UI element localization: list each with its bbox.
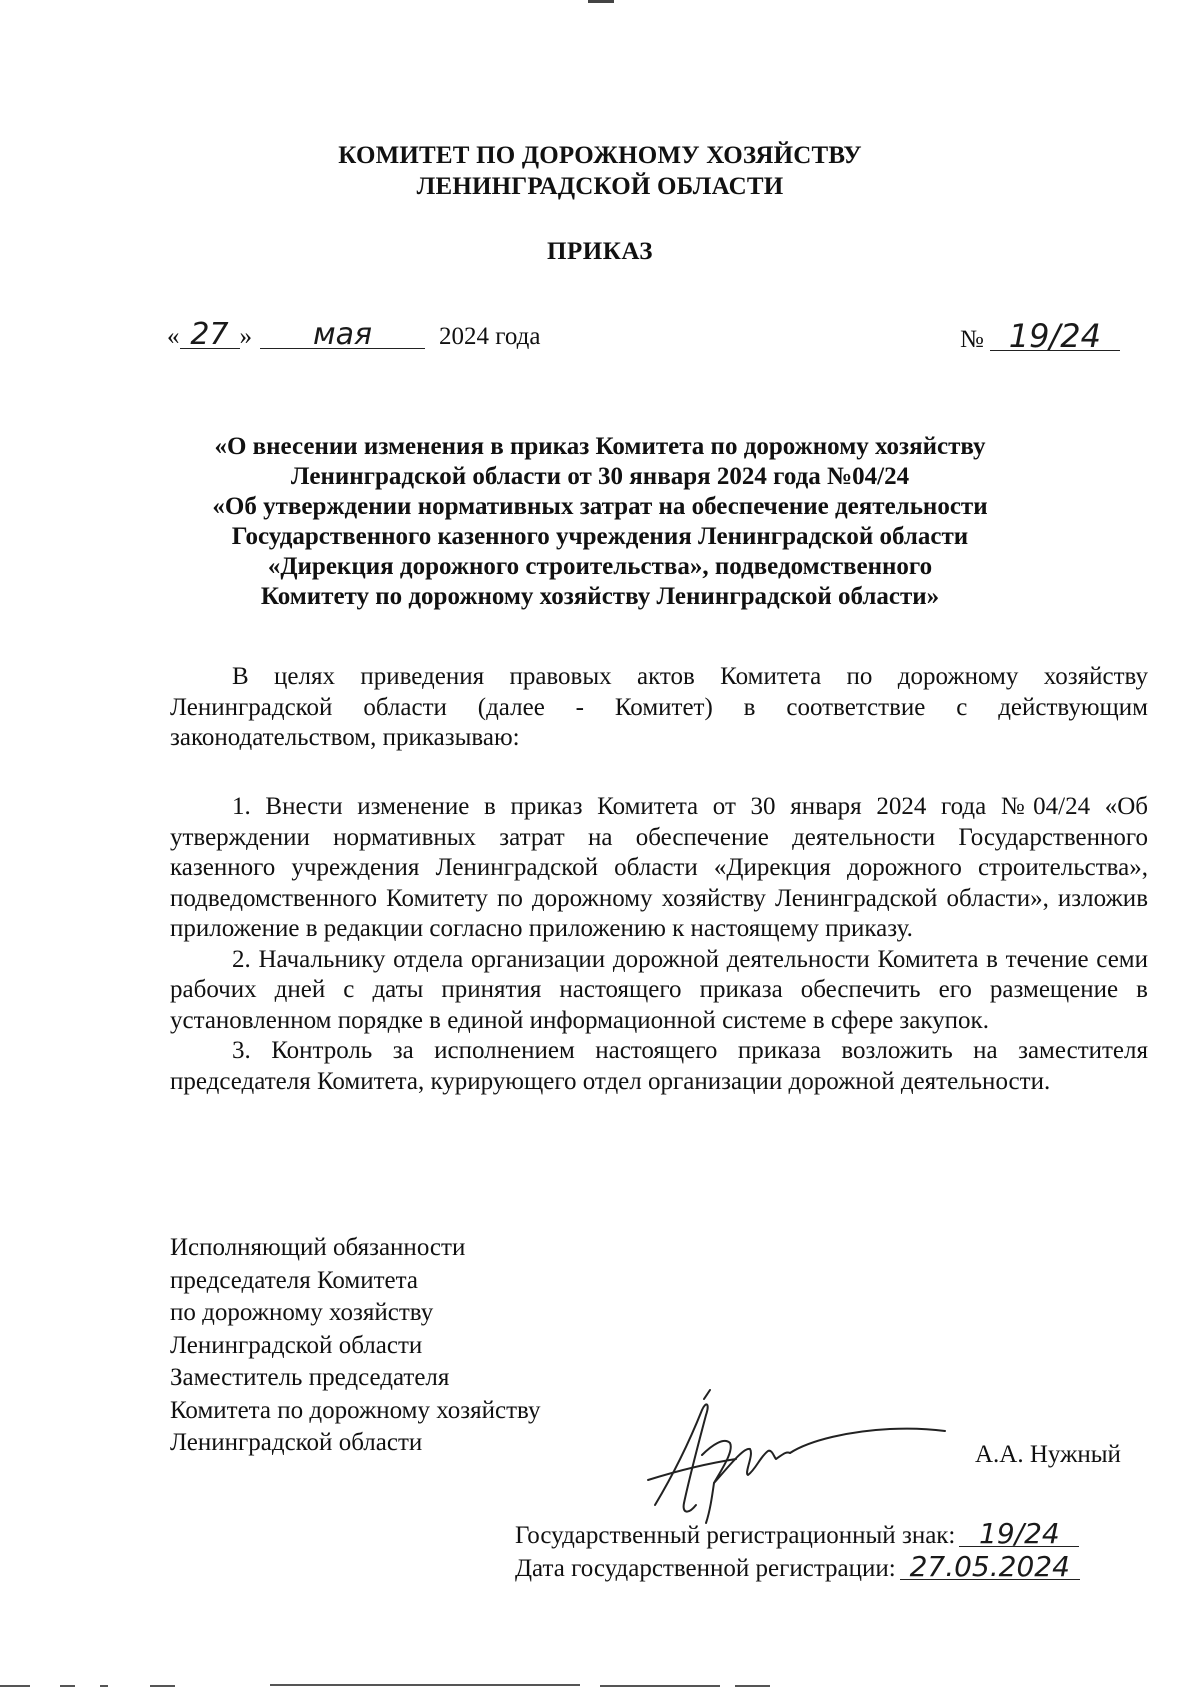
signer-name: А.А. Нужный	[975, 1441, 1121, 1468]
signatory-line: Ленинградской области	[170, 1429, 423, 1456]
registration-date-value: 27.05.2024	[900, 1555, 1080, 1580]
registration-sign-value: 19/24	[959, 1522, 1079, 1547]
registration-sign-label: Государственный регистрационный знак:	[515, 1522, 956, 1549]
number-value: 19/24	[990, 322, 1120, 351]
date-month: мая	[260, 322, 425, 349]
signatory-line: Ленинградской области	[170, 1331, 423, 1359]
signatory-line: Заместитель председателя	[170, 1364, 450, 1391]
title-line: «О внесении изменения в приказ Комитета по дорожному хозяйству	[214, 433, 986, 460]
signatory-line: Комитета по дорожному хозяйству	[170, 1396, 541, 1424]
document-number	[960, 317, 1120, 355]
title-line: Комитету по дорожному хозяйству Ленинградской области»	[260, 583, 940, 610]
date-open-quote: «	[167, 323, 180, 350]
header-line-1: КОМИТЕТ ПО ДОРОЖНОМУ ХОЗЯЙСТВУ	[338, 142, 862, 169]
signatory-line: Исполняющий обязанности	[170, 1234, 466, 1261]
order-item-3: 3. Контроль за исполнением настоящего приказа возложить на заместителя председателя Комитета, курирующего отдел организации дорожной деятельности.	[170, 1037, 1148, 1095]
title-line: Ленинградской области от 30 января 2024 года №04/24	[290, 463, 910, 490]
document-type: ПРИКАЗ	[547, 238, 653, 265]
registration-date-label: Дата государственной регистрации:	[515, 1555, 896, 1582]
intro-block	[170, 662, 1148, 754]
handwritten-signature	[640, 1385, 980, 1525]
date-line	[167, 317, 541, 352]
order-item-2: 2. Начальнику отдела организации дорожной деятельности Комитета в течение семи рабочих дней с даты принятия настоящего приказа обеспечить его размещение в установленном порядке в единой информационной системе в сфере закупок.	[170, 945, 1148, 1034]
date-close-quote: »	[239, 323, 252, 350]
title-line: «Дирекция дорожного строительства», подведомственного	[267, 553, 933, 580]
intro-paragraph: В целях приведения правовых актов Комитета по дорожному хозяйству Ленинградской области (далее - Комитет) в соответствие с действующим законодательством, приказываю:	[170, 663, 1148, 751]
header-line-2: ЛЕНИНГРАДСКОЙ ОБЛАСТИ	[416, 173, 784, 200]
document-header	[0, 140, 1200, 202]
number-sign: №	[960, 326, 984, 353]
registration-date-line	[515, 1550, 1080, 1583]
order-item-1: 1. Внести изменение в приказ Комитета от 30 января 2024 года №04/24 «Об утверждении нормативных затрат на обеспечение деятельности Государственного казенного учреждения Ленинградской области «Дирекция дорожного строительства», подведомственного Комитету по дорожному хозяйству Ленинградской области», изложив приложение в редакции согласно приложению к настоящему приказу.	[170, 793, 1148, 942]
scan-edge-artifact	[0, 1683, 1200, 1691]
date-day: 27	[180, 322, 240, 349]
signatory-position	[170, 1232, 541, 1460]
title-line: Государственного казенного учреждения Ленинградской области	[231, 523, 969, 550]
signatory-line: по дорожному хозяйству	[170, 1299, 434, 1326]
order-items	[170, 792, 1148, 1097]
document-title	[0, 432, 1200, 612]
title-line: «Об утверждении нормативных затрат на обеспечение деятельности	[212, 493, 988, 520]
scan-mark-top	[588, 0, 614, 3]
signatory-line: председателя Комитета	[170, 1266, 418, 1294]
registration-sign-line	[515, 1517, 1079, 1550]
date-year: 2024 года	[439, 323, 541, 350]
